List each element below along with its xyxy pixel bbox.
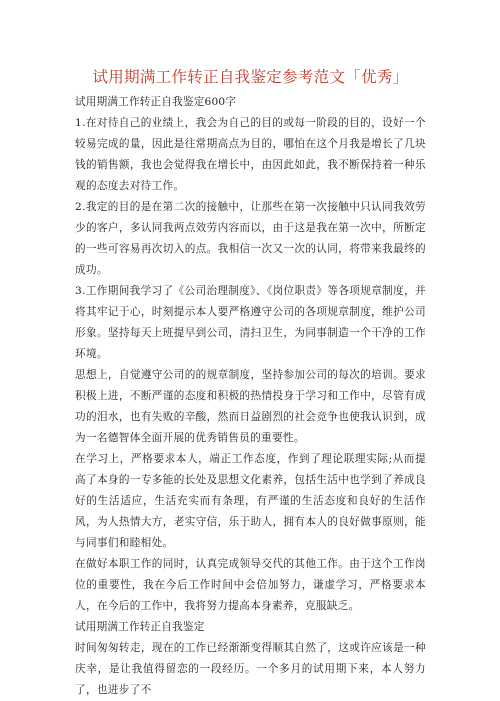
paragraph-7: 时间匆匆转走，现在的工作已经渐渐变得顺其自然了，这或许应该是一种庆幸，是让我值得留恋的一段经历。一个多月的试用期下来，本人努力了，也进步了不 (75, 642, 426, 696)
paragraph-5: 在学习上，严格要求本人，端正工作态度，作到了理论联理实际;从而提高了本身的一专多能的长处及思想文化素养，包括生活中也学到了养成良好的生活适应，生活充实而有条理，有严谨的生活态度和良好的生活作风，为人热情大方，老实守信，乐于助人，拥有本人的良好做事原则，能与同事们和睦相处。 (75, 453, 426, 549)
paragraph-2: 2.我定的目的是在第二次的接触中，让那些在第一次接触中只认同我效劳少的客户，多认同我两点效劳内容而以，由于这是我在第一次中，所断定的一些可容易再次切入的点。我相信一次又一次的认同，将带来我最终的成功。 (75, 201, 426, 276)
section-heading-1: 试用期满工作转正自我鉴定600字 (75, 96, 237, 108)
paragraph-1: 1.在对待自己的业绩上，我会为自己的目的或每一阶段的目的，设好一个较易完成的量，因此是往常期高点为目的，哪怕在这个月我是增长了几块钱的销售额，我也会觉得我在增长中，由因此如此，我不断保持着一种乐观的态度去对待工作。 (75, 117, 426, 192)
paragraph-3: 3.工作期间我学习了《公司治理制度》、《岗位职责》等各项规章制度，并将其牢记于心，时刻提示本人要严格遵守公司的各项规章制度，维护公司形象。坚持每天上班提早到公司，清扫卫生，为同事制造一个干净的工作环境。 (75, 285, 426, 360)
paragraph-6: 在做好本职工作的同时，认真完成领导交代的其他工作。由于这个工作岗位的重要性，我在今后工作时间中会倍加努力，谦虚学习，严格要求本人，在今后的工作中，我将努力提高本身素养，克服缺乏。 (75, 558, 426, 612)
section-heading-2: 试用期满工作转正自我鉴定 (75, 621, 205, 633)
paragraph-4: 思想上，自觉遵守公司的的规章制度，坚持参加公司的每次的培训。要求积极上进，不断严谨的态度和积极的热情投身于学习和工作中，尽管有成功的泪水，也有失败的辛酸，然而日益剧烈的社会竞争也使我认识到，成为一名德智体全面开展的优秀销售员的重要性。 (75, 369, 426, 444)
document-title: 试用期满工作转正自我鉴定参考范文「优秀」 (92, 68, 409, 86)
